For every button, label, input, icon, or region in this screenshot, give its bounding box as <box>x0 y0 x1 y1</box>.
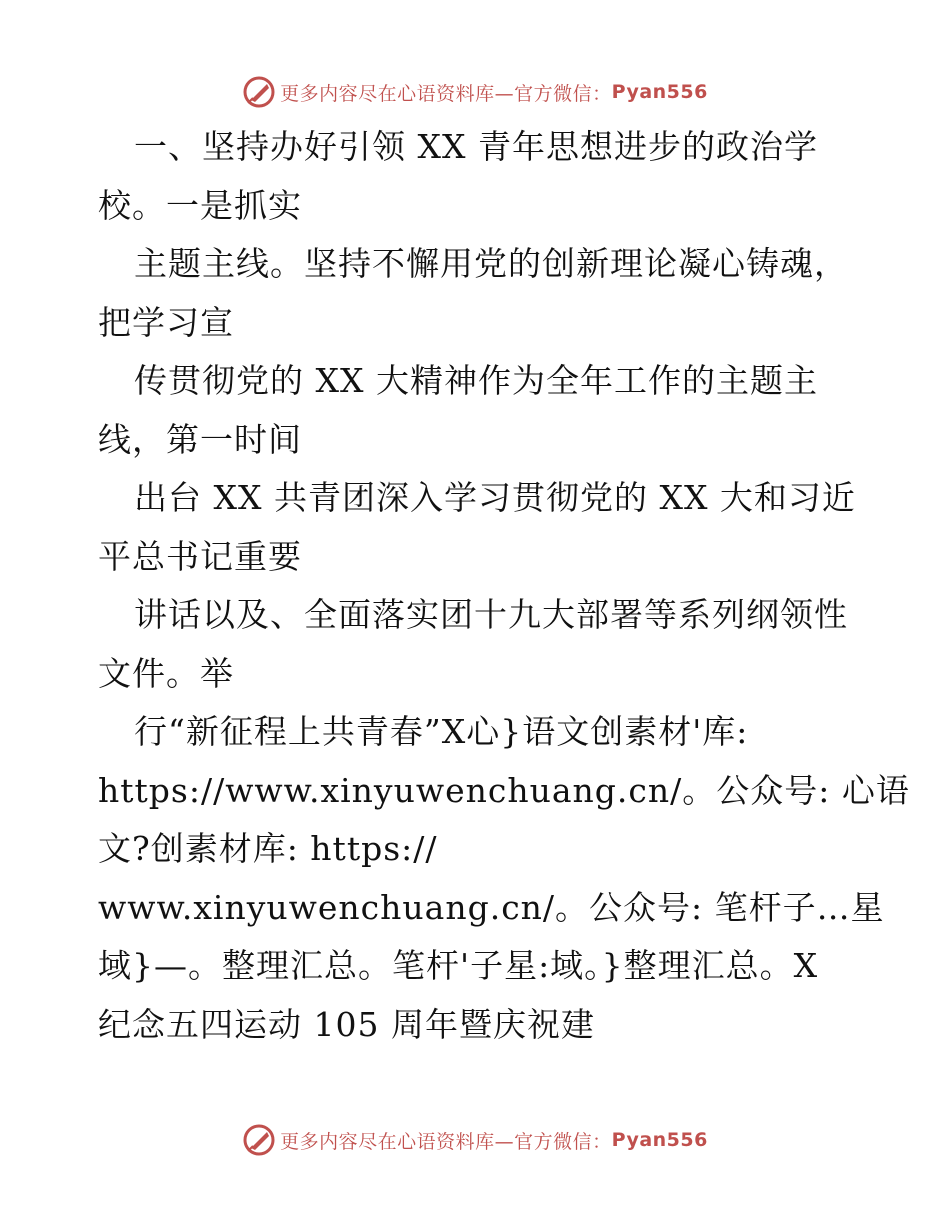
footer-text: 更多内容尽在心语资料库—官方微信： <box>280 1130 612 1153</box>
body-line: www.xinyuwenchuang.cn/。公众号: 笔杆子…星 <box>98 887 885 927</box>
header-text: 更多内容尽在心语资料库—官方微信： <box>280 82 612 105</box>
body-line: 主题主线。坚持不懈用党的创新理论凝心铸魂， <box>134 244 848 283</box>
header-banner <box>0 72 950 112</box>
body-line: 校。一是抓实 <box>98 185 302 225</box>
body-line: 传贯彻党的 XX 大精神作为全年工作的主题主 <box>134 361 818 400</box>
quill-logo-icon <box>242 1123 276 1157</box>
body-line: 出台 XX 共青团深入学习贯彻党的 XX 大和习近 <box>134 478 856 517</box>
body-line: 线，第一时间 <box>98 419 302 459</box>
body-line: 把学习宣 <box>98 302 234 342</box>
body-line: 纪念五四运动 105 周年暨庆祝建 <box>98 1004 595 1044</box>
body-line: 域}—。整理汇总。笔杆'子星:域。}整理汇总。X <box>98 946 819 985</box>
footer-wechat-id: Pyan556 <box>611 1129 708 1151</box>
quill-logo-icon <box>242 75 276 109</box>
body-line: 一、坚持办好引领 XX 青年思想进步的政治学 <box>134 127 818 166</box>
document-body <box>98 118 910 1054</box>
footer-banner <box>0 1120 950 1160</box>
body-line: 文件。举 <box>98 653 234 693</box>
body-line: 文?创素材库: https:// <box>98 829 438 868</box>
header-wechat-id: Pyan556 <box>611 81 708 103</box>
body-line: 行“新征程上共青春”X心}语文创素材'库: <box>134 712 749 751</box>
body-line: 讲话以及、全面落实团十九大部署等系列纲领性 <box>134 595 848 634</box>
body-line: https://www.xinyuwenchuang.cn/。公众号: 心语 <box>98 770 910 810</box>
body-line: 平总书记重要 <box>98 536 302 576</box>
